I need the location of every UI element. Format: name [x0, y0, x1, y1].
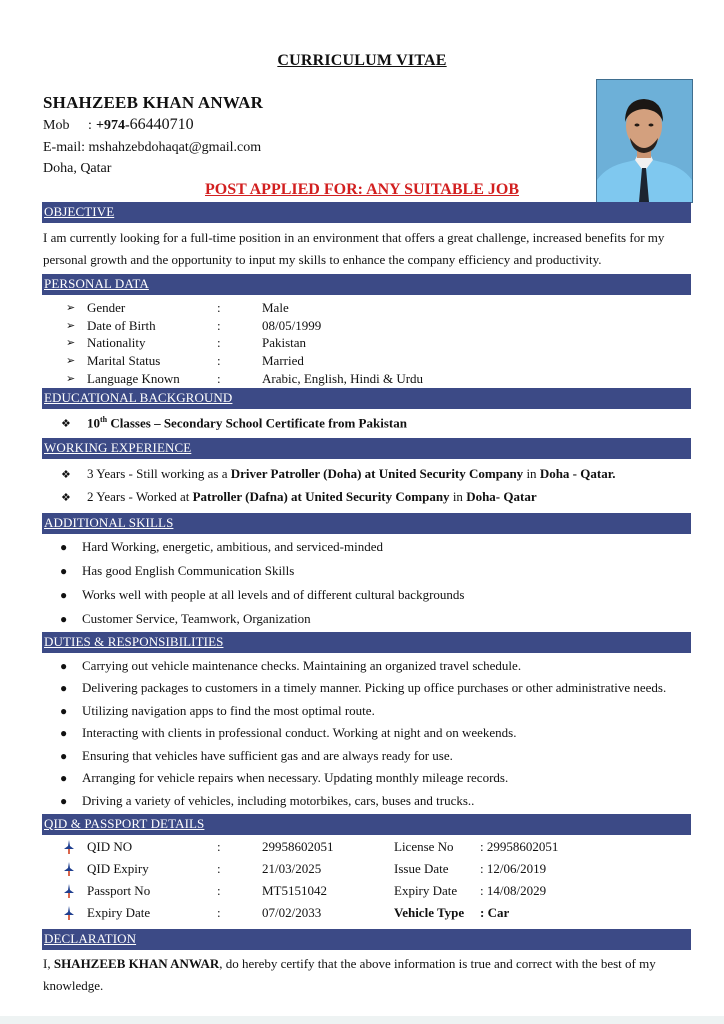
- personal-value: Married: [262, 353, 304, 368]
- pushpin-icon: [63, 862, 75, 876]
- education-text: Classes – Secondary School Certificate from Pakistan: [107, 415, 407, 431]
- mobile-colon: :: [88, 118, 92, 133]
- personal-label: Date of Birth: [87, 318, 156, 333]
- section-qid-label: QID & PASSPORT DETAILS: [44, 816, 205, 831]
- personal-label: Language Known: [87, 371, 180, 386]
- section-personal-data: [42, 274, 691, 295]
- qid-sep: :: [217, 839, 221, 854]
- personal-label: Nationality: [87, 335, 146, 350]
- diamond-bullet-icon: ❖: [61, 492, 71, 504]
- qid-label: Passport No: [87, 883, 151, 898]
- experience-location: Doha- Qatar: [466, 489, 537, 504]
- pushpin-icon: [63, 884, 75, 898]
- bullet-dot-icon: ●: [60, 749, 68, 763]
- personal-value: Male: [262, 300, 289, 315]
- email-line: E-mail: mshahzebdohaqat@gmail.com: [43, 140, 262, 155]
- mobile-prefix: +974-: [96, 118, 130, 133]
- objective-text: I am currently looking for a full-time position in an environment that offers a great challenge, increased benefits for my personal growth and the opportunity to input my skills to enhance the company efficiency and productivity.: [43, 230, 665, 267]
- duty-item: Driving a variety of vehicles, including motorbikes, cars, buses and trucks..: [82, 793, 475, 808]
- qid-value-2: : Car: [480, 905, 510, 920]
- bullet-dot-icon: ●: [60, 771, 68, 785]
- bullet-dot-icon: ●: [60, 681, 68, 695]
- bullet-dot-icon: ●: [60, 564, 68, 578]
- section-duties: [42, 632, 691, 653]
- section-objective-label: OBJECTIVE: [44, 204, 115, 219]
- personal-value: 08/05/1999: [262, 318, 322, 333]
- bullet-dot-icon: ●: [60, 612, 68, 626]
- experience-item: [87, 489, 537, 505]
- personal-label: Gender: [87, 300, 126, 315]
- qid-label-2: Issue Date: [394, 861, 449, 876]
- section-declaration-label: DECLARATION: [44, 931, 137, 946]
- bullet-dot-icon: ●: [60, 794, 68, 808]
- qid-value: 07/02/2033: [262, 905, 322, 920]
- bullet-dot-icon: ●: [60, 659, 68, 673]
- pushpin-icon: [63, 906, 75, 920]
- post-applied-heading: POST APPLIED FOR: ANY SUITABLE JOB: [205, 181, 519, 198]
- diamond-bullet-icon: ❖: [61, 469, 71, 481]
- bullet-dot-icon: ●: [60, 726, 68, 740]
- qid-value-2: : 12/06/2019: [480, 861, 547, 876]
- experience-connector: in: [523, 466, 540, 481]
- section-declaration: [42, 929, 691, 950]
- experience-location: Doha - Qatar.: [539, 466, 616, 481]
- qid-label: QID Expiry: [87, 861, 149, 876]
- declaration-prefix: I,: [43, 956, 54, 971]
- qid-sep: :: [217, 905, 221, 920]
- bullet-dot-icon: ●: [60, 540, 68, 554]
- skill-item: Works well with people at all levels and of different cultural backgrounds: [82, 587, 465, 602]
- section-education: [42, 388, 691, 409]
- diamond-bullet-icon: ❖: [61, 418, 71, 430]
- experience-text: 2 Years - Worked at: [87, 489, 193, 504]
- education-grade-suffix: th: [100, 415, 108, 424]
- qid-value-2: : 29958602051: [480, 839, 559, 854]
- personal-sep: :: [217, 371, 221, 386]
- skill-item: Customer Service, Teamwork, Organization: [82, 611, 311, 626]
- declaration-text: [43, 953, 693, 997]
- duty-item: Arranging for vehicle repairs when necessary. Updating monthly mileage records.: [82, 770, 509, 785]
- mobile-digits: 66440710: [129, 116, 194, 133]
- bullet-dot-icon: ●: [60, 704, 68, 718]
- section-qid-passport: [42, 814, 691, 835]
- personal-sep: :: [217, 300, 221, 315]
- section-education-label: EDUCATIONAL BACKGROUND: [44, 390, 233, 405]
- skill-item: Hard Working, energetic, ambitious, and serviced-minded: [82, 539, 383, 554]
- qid-label-2: Expiry Date: [394, 883, 458, 898]
- section-experience: [42, 438, 691, 459]
- duty-item: Interacting with clients in professional conduct. Working at night and on weekends.: [82, 725, 517, 740]
- experience-connector: in: [449, 489, 467, 504]
- experience-role: Driver Patroller (Doha) at United Security Company: [230, 466, 524, 481]
- personal-value: Arabic, English, Hindi & Urdu: [262, 371, 424, 386]
- arrow-bullet-icon: ➢: [66, 337, 76, 349]
- arrow-bullet-icon: ➢: [66, 355, 76, 367]
- qid-value: MT5151042: [262, 883, 327, 898]
- duty-item: Carrying out vehicle maintenance checks. Maintaining an organized travel schedule.: [82, 658, 522, 673]
- personal-value: Pakistan: [262, 335, 307, 350]
- qid-value: 29958602051: [262, 839, 334, 854]
- section-objective: [42, 202, 691, 223]
- location-line: Doha, Qatar: [43, 161, 112, 176]
- education-grade: 10: [87, 415, 100, 431]
- document-title: CURRICULUM VITAE: [277, 52, 447, 69]
- personal-label: Marital Status: [87, 353, 161, 368]
- personal-sep: :: [217, 335, 221, 350]
- section-skills: [42, 513, 691, 534]
- personal-sep: :: [217, 318, 221, 333]
- section-duties-label: DUTIES & RESPONSIBILITIES: [44, 634, 224, 649]
- skill-item: Has good English Communication Skills: [82, 563, 295, 578]
- pushpin-icon: [63, 840, 75, 854]
- experience-item: [87, 466, 616, 482]
- duty-item: Ensuring that vehicles have sufficient gas and are always ready for use.: [82, 748, 453, 763]
- qid-label: QID NO: [87, 839, 133, 854]
- arrow-bullet-icon: ➢: [66, 320, 76, 332]
- page-footer-band: [0, 1016, 724, 1024]
- qid-label-2: Vehicle Type: [394, 905, 465, 920]
- qid-value-2: : 14/08/2029: [480, 883, 547, 898]
- qid-value: 21/03/2025: [262, 861, 322, 876]
- duty-item: Delivering packages to customers in a timely manner. Picking up office purchases or other administrative needs.: [82, 680, 667, 695]
- declaration-name: SHAHZEEB KHAN ANWAR: [53, 956, 220, 971]
- mobile-label: Mob: [43, 118, 70, 133]
- arrow-bullet-icon: ➢: [66, 302, 76, 314]
- qid-label: Expiry Date: [87, 905, 151, 920]
- experience-text: 3 Years - Still working as a: [87, 466, 231, 481]
- duty-item: Utilizing navigation apps to find the most optimal route.: [82, 703, 375, 718]
- bullet-dot-icon: ●: [60, 588, 68, 602]
- mobile-number: [96, 116, 194, 134]
- section-experience-label: WORKING EXPERIENCE: [44, 440, 192, 455]
- section-skills-label: ADDITIONAL SKILLS: [44, 515, 174, 530]
- qid-sep: :: [217, 861, 221, 876]
- experience-role: Patroller (Dafna) at United Security Company: [192, 489, 450, 504]
- education-entry: [87, 415, 407, 431]
- qid-label-2: License No: [394, 839, 454, 854]
- arrow-bullet-icon: ➢: [66, 373, 76, 385]
- declaration-body: , do hereby certify that the above information is true and correct with the best of my knowledge.: [43, 956, 656, 993]
- applicant-name: SHAHZEEB KHAN ANWAR: [43, 93, 264, 112]
- section-personal-label: PERSONAL DATA: [44, 276, 149, 291]
- qid-sep: :: [217, 883, 221, 898]
- personal-sep: :: [217, 353, 221, 368]
